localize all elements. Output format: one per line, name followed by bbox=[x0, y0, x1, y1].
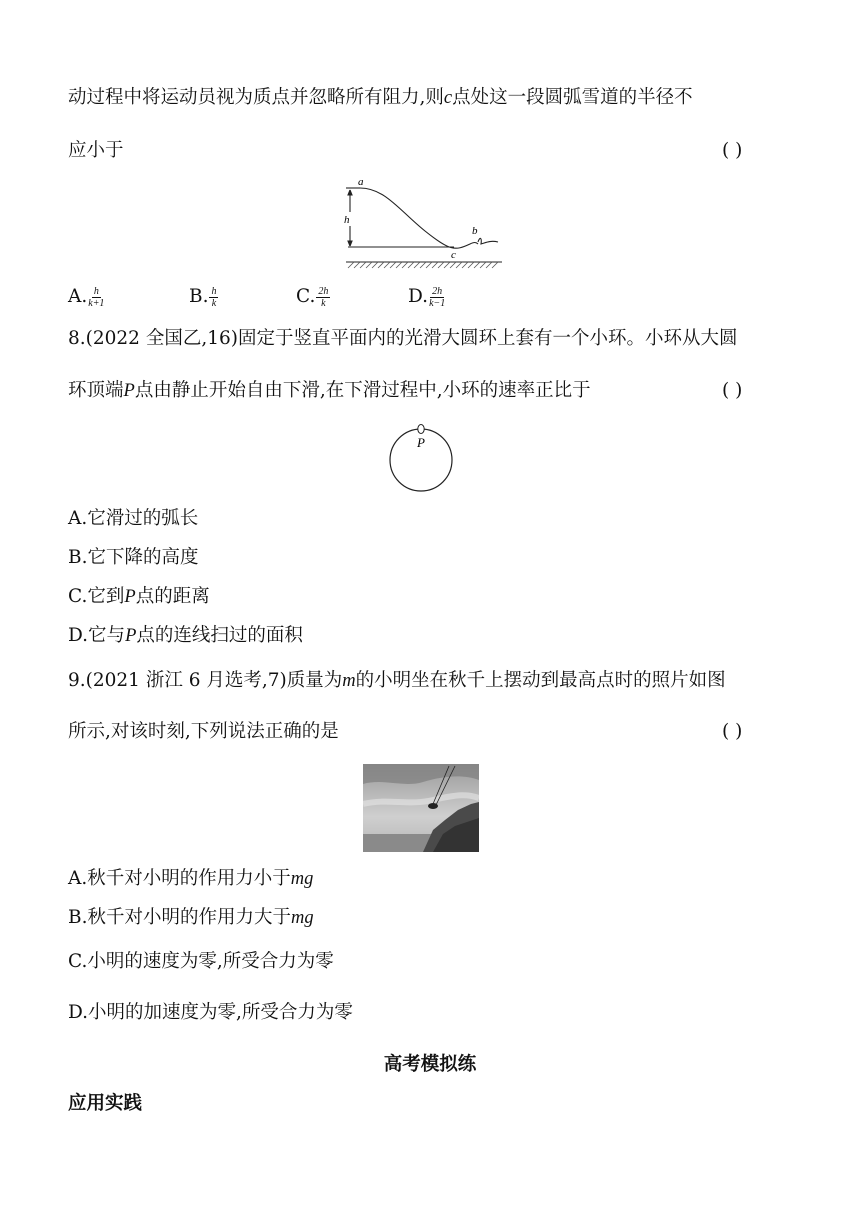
swing-photo bbox=[363, 764, 479, 852]
q8-ring-figure bbox=[386, 422, 456, 494]
label-h: h bbox=[344, 214, 350, 226]
label-a: a bbox=[358, 176, 364, 188]
q7-var-c: c bbox=[443, 88, 453, 108]
q9-stem-line-1: 9.(2021 浙江 6 月选考,7)质量为m的小明坐在秋千上摆动到最高点时的照片如图 bbox=[68, 670, 726, 691]
q8-option-d: D.它与P点的连线扫过的面积 bbox=[68, 625, 303, 646]
label-c: c bbox=[451, 249, 456, 261]
q9-answer-paren: ( ) bbox=[722, 721, 743, 742]
q8-answer-paren: ( ) bbox=[722, 380, 743, 401]
q7-option-a: A. $\frac{h}{k+1}$ bbox=[68, 285, 105, 309]
label-b: b bbox=[472, 225, 478, 237]
q9-stem-line-2: 所示,对该时刻,下列说法正确的是 bbox=[68, 721, 339, 742]
q8-stem-line-1: 8.(2022 全国乙,16)固定于竖直平面内的光滑大圆环上套有一个小环。小环从大圆 bbox=[68, 328, 738, 349]
section-title: 高考模拟练 bbox=[383, 1054, 477, 1075]
q7-stem-line-2: 应小于 bbox=[68, 140, 124, 161]
q9-option-b: B.秋千对小明的作用力大于mg bbox=[68, 907, 314, 928]
q7-answer-paren: ( ) bbox=[722, 140, 743, 161]
q8-option-c: C.它到P点的距离 bbox=[68, 586, 210, 607]
q8-var-p: P bbox=[123, 381, 135, 401]
subsection-title: 应用实践 bbox=[68, 1093, 143, 1114]
q8-stem-line-2: 环顶端P点由静止开始自由下滑,在下滑过程中,小环的速率正比于 bbox=[68, 380, 591, 401]
q7-option-c: C. $\frac{2h}{k}$ bbox=[296, 285, 329, 309]
q7-option-d: D. $\frac{2h}{k-1}$ bbox=[408, 285, 446, 309]
q9-option-c: C.小明的速度为零,所受合力为零 bbox=[68, 951, 334, 972]
q7-option-b: B. $\frac{h}{k}$ bbox=[189, 285, 217, 309]
ground-hatch bbox=[348, 262, 498, 268]
q8-option-a: A.它滑过的弧长 bbox=[68, 508, 199, 529]
slope-lines bbox=[346, 188, 502, 262]
q7-slope-figure bbox=[340, 176, 510, 272]
q8-option-b: B.它下降的高度 bbox=[68, 547, 199, 568]
q9-option-a: A.秋千对小明的作用力小于mg bbox=[68, 868, 314, 889]
q7-stem-text-1: 动过程中将运动员视为质点并忽略所有阻力,则 bbox=[68, 87, 444, 108]
q9-option-d: D.小明的加速度为零,所受合力为零 bbox=[68, 1002, 353, 1023]
label-p: P bbox=[417, 435, 425, 450]
q7-stem-line-1 bbox=[68, 86, 693, 110]
small-ring bbox=[418, 425, 424, 434]
q7-stem-text-1b: 点处这一段圆弧雪道的半径不 bbox=[452, 87, 693, 108]
